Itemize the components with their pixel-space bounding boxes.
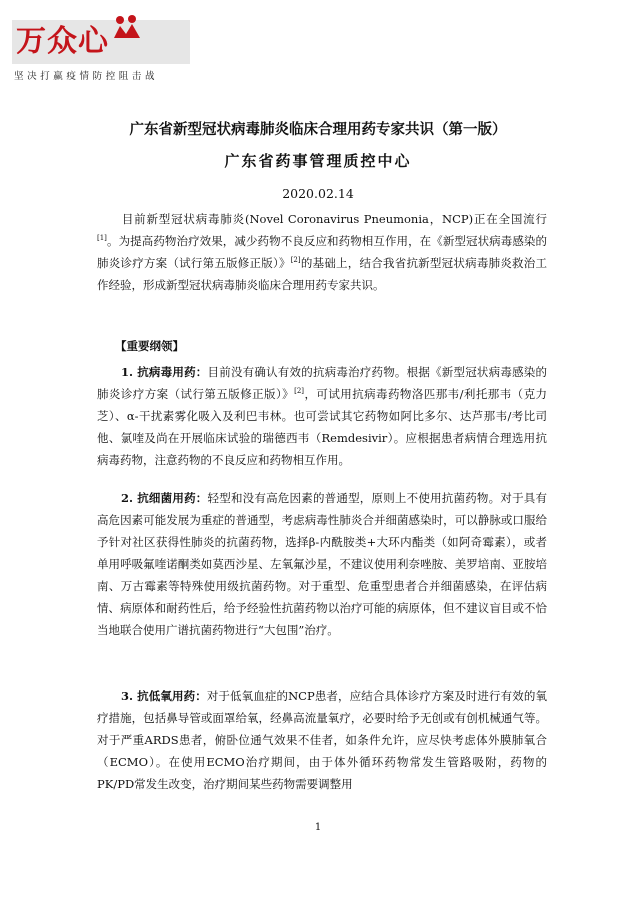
item-antihypoxia bbox=[97, 685, 547, 795]
section-heading: 【重要纲领】 bbox=[115, 339, 184, 353]
logo bbox=[12, 20, 190, 64]
item-text: 对于低氧血症的NCP患者，应结合具体诊疗方案及时进行有效的氧疗措施，包括鼻导管或面罩给氧，经鼻高流量氧疗，必要时给予无创或有创机械通气等。对于严重ARDS患者，俯卧位通气效果不佳者，如条件允许，应尽快考虑体外膜肺氧合（ECMO）。在使用ECMO治疗期间，由于体外循环药物常发生管路吸附，药物的PK/PD常发生改变，治疗期间某些药物需要调整用 bbox=[97, 689, 547, 791]
intro-text-3: 的基础上，结合我省抗新型冠状病毒肺炎救治工作经验，形成新型冠状病毒肺炎临床合理用药专家共识。 bbox=[97, 256, 548, 292]
item-text: ，可试用抗病毒药物洛匹那韦/利托那韦（克力芝）、α-干扰素雾化吸入及利巴韦林。也可尝试其它药物如阿比多尔、达芦那韦/考比司他、氯喹及尚在开展临床试验的瑞德西韦（Remdesivir）。应根据患者病情合理选用抗病毒药物，注意药物的不良反应和药物相互作用。 bbox=[97, 387, 547, 467]
item-label: 3. 抗低氧用药： bbox=[121, 689, 207, 703]
logo-slogan: 坚决打赢疫情防控阻击战 bbox=[14, 71, 159, 82]
item-label: 2. 抗细菌用药： bbox=[121, 491, 208, 505]
intro-text-2: 。为提高药物治疗效果，减少药物不良反应和药物相互作用，在《新型冠状病毒感染的肺炎诊疗方案（试行第五版修正版）》 bbox=[97, 234, 547, 270]
intro-paragraph bbox=[97, 208, 547, 296]
item-antiviral bbox=[97, 361, 547, 471]
intro-ref-1: [1] bbox=[97, 234, 107, 243]
document-title: 广东省新型冠状病毒肺炎临床合理用药专家共识（第一版） bbox=[129, 121, 507, 138]
crowd-icon bbox=[112, 14, 142, 40]
logo-text: 万众心 bbox=[16, 24, 109, 59]
page-number: 1 bbox=[314, 822, 322, 833]
item-text: 目前没有确认有效的抗病毒治疗药物。根据《新型冠状病毒感染的肺炎诊疗方案（试行第五版修正版）》 bbox=[97, 365, 547, 401]
intro-text-1: 目前新型冠状病毒肺炎(Novel Coronavirus Pneumonia，NCP)正在全国流行 bbox=[121, 212, 547, 226]
item-ref: [2] bbox=[294, 387, 305, 396]
document-date: 2020.02.14 bbox=[282, 186, 354, 201]
document-subtitle: 广东省药事管理质控中心 bbox=[224, 152, 412, 170]
item-label: 1. 抗病毒用药： bbox=[121, 365, 208, 379]
intro-ref-2: [2] bbox=[290, 256, 301, 265]
item-text: 轻型和没有高危因素的普通型，原则上不使用抗菌药物。对于具有高危因素可能发展为重症的普通型，考虑病毒性肺炎合并细菌感染时，可以静脉或口服给予针对社区获得性肺炎的抗菌药物，选择β-内酰胺类+大环内酯类（如阿奇霉素），或者单用呼吸氟喹诺酮类如莫西沙星、左氧氟沙星，不建议使用利奈唑胺、美罗培南、亚胺培南、万古霉素等特殊使用级抗菌药物。对于重型、危重型患者合并细菌感染，在评估病情、病原体和耐药性后，给予经验性抗菌药物以治疗可能的病原体，但不建议盲目或不恰当地联合使用广谱抗菌药物进行“大包围”治疗。 bbox=[97, 491, 547, 637]
item-antibacterial bbox=[97, 487, 547, 641]
